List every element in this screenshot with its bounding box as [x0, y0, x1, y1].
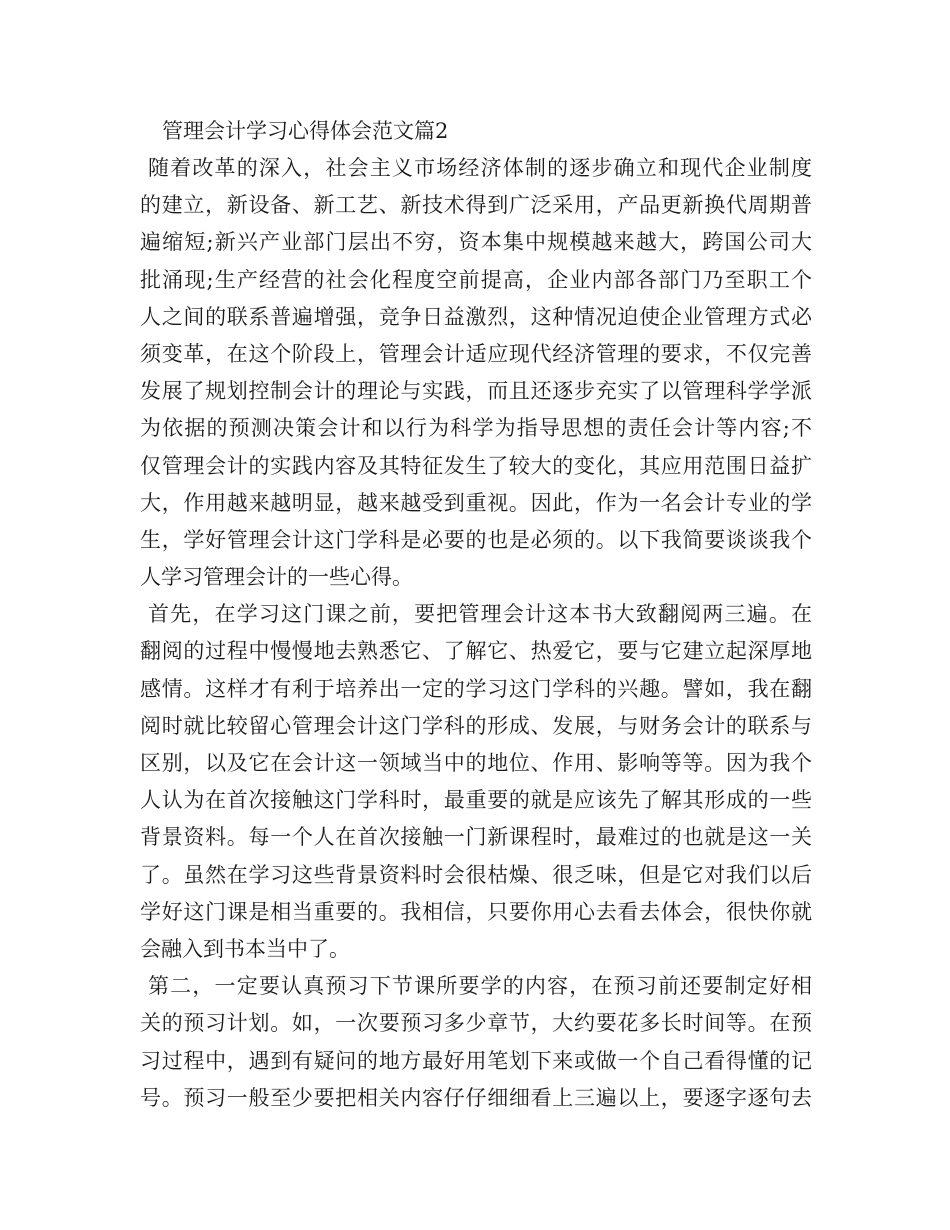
- text-line: 区别，以及它在会计这一领域当中的地位、作用、影响等等。因为我个: [140, 751, 812, 775]
- document-page: [140, 113, 812, 1117]
- text-line: 须变革，在这个阶段上，管理会计适应现代经济管理的要求，不仅完善: [140, 341, 812, 366]
- text-line: 感情。这样才有利于培养出一定的学习这门学科的兴趣。譬如，我在翻: [140, 676, 812, 701]
- paragraph: [140, 150, 812, 596]
- text-line: 为依据的预测决策会计和以行为科学为指导思想的责任会计等内容;不: [140, 416, 812, 441]
- text-line: 会融入到书本当中了。: [140, 936, 350, 961]
- text-line: 关的预习计划。如，一次要预习多少章节，大约要花多长时间等。在预: [140, 1011, 812, 1036]
- text-line: 了。虽然在学习这些背景资料时会很枯燥、很乏味，但是它对我们以后: [140, 862, 812, 887]
- text-line: 习过程中，遇到有疑问的地方最好用笔划下来或做一个自己看得懂的记: [140, 1048, 812, 1073]
- paragraph: [140, 596, 812, 968]
- text-line: 批涌现;生产经营的社会化程度空前提高，企业内部各部门乃至职工个: [140, 267, 812, 292]
- text-line: 第二，一定要认真预习下节课所要学的内容，在预习前还要制定好相: [148, 974, 812, 999]
- text-line: 学好这门课是相当重要的。我相信，只要你用心去看去体会，很快你就: [140, 899, 812, 924]
- text-line: 号。预习一般至少要把相关内容仔仔细细看上三遍以上，要逐字逐句去: [140, 1085, 812, 1110]
- text-line: 首先，在学习这门课之前，要把管理会计这本书大致翻阅两三遍。在: [148, 602, 812, 627]
- text-line: 的建立，新设备、新工艺、新技术得到广泛采用，产品更新换代周期普: [140, 193, 812, 218]
- text-line: 仅管理会计的实践内容及其特征发生了较大的变化，其应用范围日益扩: [140, 453, 812, 478]
- text-line: 生，学好管理会计这门学科是必要的也是必须的。以下我简要谈谈我个: [140, 527, 812, 552]
- document-title: 管理会计学习心得体会范文篇2: [162, 119, 449, 143]
- text-line: 随着改革的深入，社会主义市场经济体制的逐步确立和现代企业制度: [148, 156, 812, 180]
- paragraph: [140, 968, 812, 1117]
- text-line: 阅时就比较留心管理会计这门学科的形成、发展，与财务会计的联系与: [140, 713, 812, 738]
- text-line: 翻阅的过程中慢慢地去熟悉它、了解它、热爱它，要与它建立起深厚地: [140, 639, 812, 664]
- text-line: 人认为在首次接触这门学科时，最重要的就是应该先了解其形成的一些: [140, 788, 812, 813]
- text-line: 发展了规划控制会计的理论与实践，而且还逐步充实了以管理科学学派: [140, 379, 812, 404]
- text-line: 人之间的联系普遍增强，竞争日益激烈，这种情况迫使企业管理方式必: [140, 304, 812, 329]
- text-line: 人学习管理会计的一些心得。: [140, 565, 413, 590]
- text-line: 遍缩短;新兴产业部门层出不穷，资本集中规模越来越大，跨国公司大: [140, 230, 812, 255]
- text-line: 大，作用越来越明显，越来越受到重视。因此，作为一名会计专业的学: [140, 490, 812, 515]
- text-line: 背景资料。每一个人在首次接触一门新课程时，最难过的也就是这一关: [140, 825, 812, 850]
- document-body: [140, 150, 812, 1117]
